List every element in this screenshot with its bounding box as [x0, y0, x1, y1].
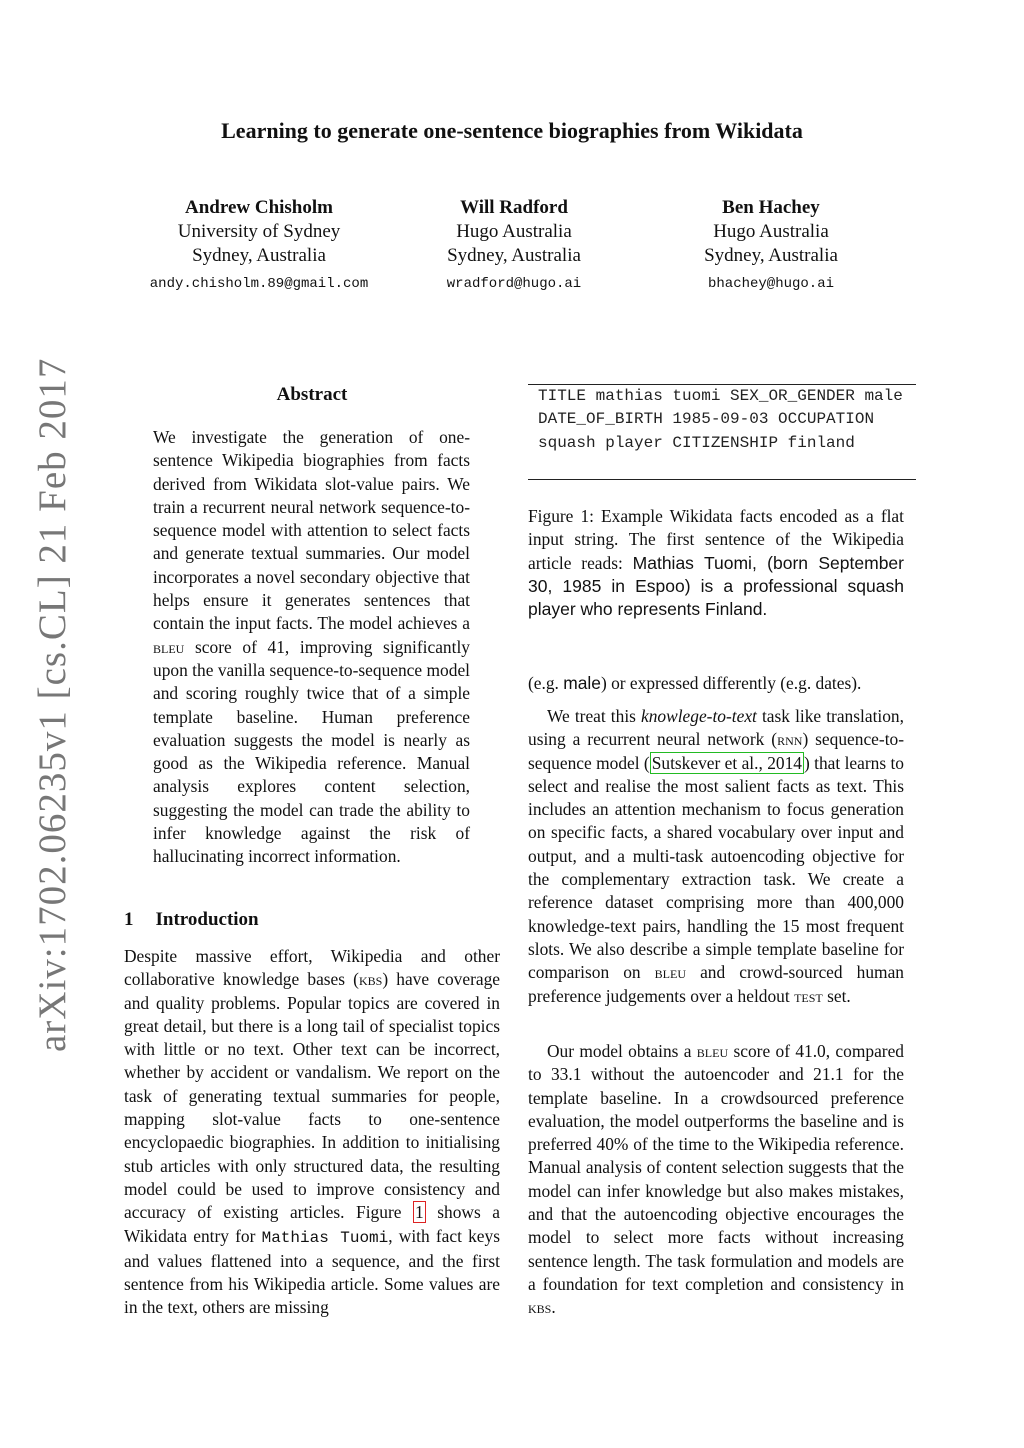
author-block — [119, 196, 399, 296]
author-email[interactable]: wradford@hugo.ai — [446, 276, 582, 292]
figure-bottom-rule — [528, 479, 916, 480]
author-block — [374, 196, 654, 296]
author-name: Will Radford — [460, 197, 568, 218]
paragraph-task: We treat this knowlege-to-text task like translation, using a recurrent neural network (rnn) sequence-to-sequence model ( Sutskever et al., 2014 ) that learns to select and realise the most salient facts as text. This includes an attention mechanism to focus generation on specific facts, a shared vocabulary over input and output, and a multi-task autoencoding objective for the complementary extraction task. We create a reference dataset comprising more than 400,000 knowledge-text pairs, handling the 15 most frequent slots. We also describe a simple template baseline for comparison on bleu and crowd-sourced human preference judgements over a heldout test set. — [528, 706, 905, 1006]
author-affiliation: Hugo Australia — [456, 221, 572, 242]
author-location: Sydney, Australia — [704, 245, 838, 266]
section-heading — [124, 909, 259, 931]
citation-link[interactable]: Sutskever et al., 2014 — [651, 752, 802, 773]
figure-caption: Figure 1: Example Wikidata facts encoded as a flat input string. The first sentence of the Wikipedia article reads: Mathias Tuomi, (born September 30, 1985 in Espoo) is a professional squash player who represents Finland. — [528, 506, 904, 620]
author-email[interactable]: andy.chisholm.89@gmail.com — [149, 276, 369, 292]
caption-example-sentence: Mathias Tuomi, (born September 30, 1985 in Espoo) is a professional squash player who represents Finland. — [528, 552, 904, 620]
author-email[interactable]: bhachey@hugo.ai — [707, 276, 835, 292]
figure-reference-link[interactable]: 1 — [415, 1202, 424, 1223]
author-block — [631, 196, 911, 296]
author-affiliation: Hugo Australia — [713, 221, 829, 242]
entity-name: Mathias Tuomi — [261, 1228, 389, 1247]
author-location: Sydney, Australia — [192, 245, 326, 266]
arxiv-identifier: arXiv:1702.06235v1 [cs.CL] 21 Feb 2017 — [31, 357, 74, 1052]
intro-paragraph: Despite massive effort, Wikipedia and other collaborative knowledge bases (kbs) have coverage and quality problems. Popular topics are covered in great detail, but there is a long tail of specialist topics with little or no text. Other text can be incorrect, whether by accident or vandalism. We report on the task of generating textual summaries for people, mapping slot-value facts to one-sentence encyclopaedic biographies. In addition to initialising stub articles with only structured data, the resulting model could be used to improve consistency and accuracy of existing articles. Figure 1 shows a Wikidata entry for Mathias Tuomi, with fact keys and values flattened into a sequence, and the first sentence from his Wikipedia article. Some values are in the text, others are missing — [124, 946, 501, 1318]
continuation-text: (e.g. male) or expressed differently (e.g. dates). — [528, 673, 862, 693]
figure-facts-box: TITLE mathias tuomi SEX_OR_GENDER male DATE_OF_BIRTH 1985-09-03 OCCUPATION squash player CITIZENSHIP finland — [538, 387, 903, 452]
section-title: Introduction — [155, 909, 259, 930]
paragraph-results: Our model obtains a bleu score of 41.0, compared to 33.1 without the autoencoder and 21.1 for the template baseline. In a crowdsourced preference evaluation, the model outperforms the baseline and is preferred 40% of the time to the Wikipedia reference. Manual analysis of content selection suggests that the model can infer knowledge but also makes mistakes, and that the autoencoding objective encourages the model to select more facts without increasing sentence length. The task formulation and models are a foundation for text completion and consistency in kbs. — [528, 1041, 904, 1318]
author-location: Sydney, Australia — [447, 245, 581, 266]
paper-title: Learning to generate one-sentence biographies from Wikidata — [221, 118, 803, 143]
author-name: Ben Hachey — [722, 197, 820, 218]
author-affiliation: University of Sydney — [177, 221, 341, 242]
abstract-text: We investigate the generation of one-sentence Wikipedia biographies from facts derived from Wikidata slot-value pairs. We train a recurrent neural network sequence-to-sequence model with attention to select facts and generate textual summaries. Our model incorporates a novel secondary objective that helps ensure it generates sentences that contain the input facts. The model achieves a bleu score of 41, improving significantly upon the vanilla sequence-to-sequence model and scoring roughly twice that of a simple template baseline. Human preference evaluation suggests the model is nearly as good as the Wikipedia reference. Manual analysis explores content selection, suggesting the model can trade the ability to infer knowledge against the risk of hallucinating incorrect information. — [153, 427, 470, 867]
author-name: Andrew Chisholm — [185, 197, 333, 218]
abstract-heading: Abstract — [276, 384, 348, 405]
section-number: 1 — [124, 909, 134, 930]
